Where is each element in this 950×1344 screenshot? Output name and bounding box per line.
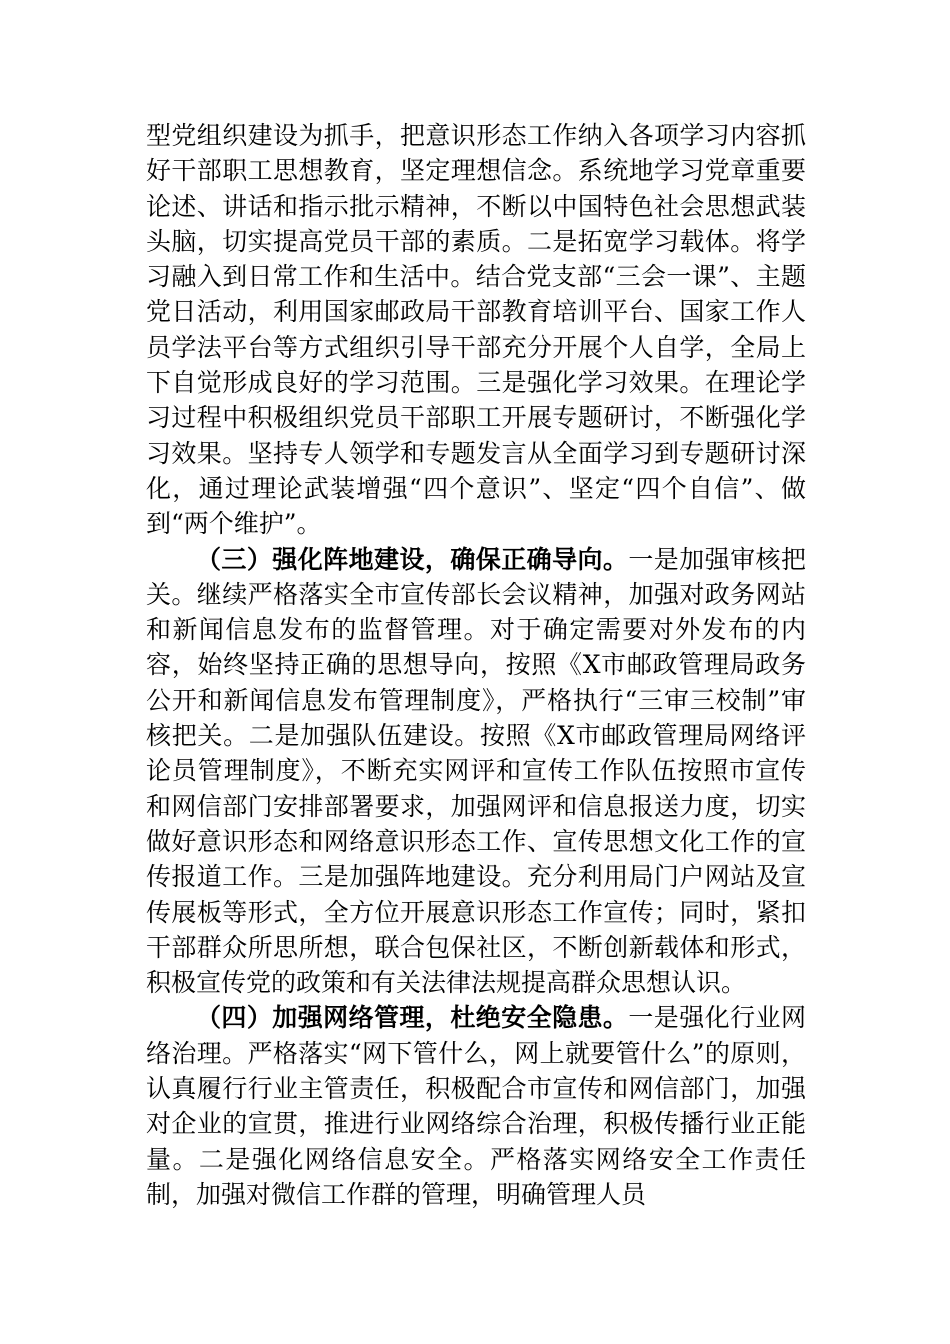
paragraph-continuation <box>146 118 806 542</box>
paragraph-body: 型党组织建设为抓手，把意识形态工作纳入各项学习内容抓好干部职工思想教育，坚定理想信念。系统地学习党章重要论述、讲话和指示批示精神，不断以中国特色社会思想武装头脑，切实提高党员干部的素质。二是拓宽学习载体。将学习融入到日常工作和生活中。结合党支部“三会一课”、主题党日活动，利用国家邮政局干部教育培训平台、国家工作人员学法平台等方式组织引导干部充分开展个人自学，全局上下自觉形成良好的学习范围。三是强化学习效果。在理论学习过程中积极组织党员干部职工开展专题研讨，不断强化学习效果。坚持专人领学和专题发言从全面学习到专题研讨深化，通过理论武装增强“四个意识”、坚定“四个自信”、做到“两个维护”。 <box>146 121 806 539</box>
paragraph-body: 一是加强审核把关。继续严格落实全市宣传部长会议精神，加强对政务网站和新闻信息发布的监督管理。对于确定需要对外发布的内容，始终坚持正确的思想导向，按照《X市邮政管理局政务公开和新闻信息发布管理制度》，严格执行“三审三校制”审核把关。二是加强队伍建设。按照《X市邮政管理局网络评论员管理制度》，不断充实网评和宣传工作队伍按照市宣传和网信部门安排部署要求，加强网评和信息报送力度，切实做好意识形态和网络意识形态工作、宣传思想文化工作的宣传报道工作。三是加强阵地建设。充分利用局门户网站及宣传展板等形式，全方位开展意识形态工作宣传；同时，紧扣干部群众所思所想，联合包保社区，不断创新载体和形式，积极宣传党的政策和有关法律法规提高群众思想认识。 <box>146 544 806 998</box>
section-heading: （三）强化阵地建设，确保正确导向。 <box>196 544 629 574</box>
document-page <box>146 118 806 1212</box>
paragraph-body: 一是强化行业网络治理。严格落实“网下管什么，网上就要管什么”的原则，认真履行行业主管责任，积极配合市宣传和网信部门，加强对企业的宣贯，推进行业网络综合治理，积极传播行业正能量。二是强化网络信息安全。严格落实网络安全工作责任制，加强对微信工作群的管理，明确管理人员 <box>146 1003 806 1209</box>
paragraph-section-3 <box>146 542 806 1001</box>
paragraph-section-4 <box>146 1000 806 1212</box>
section-heading: （四）加强网络管理，杜绝安全隐患。 <box>196 1003 629 1033</box>
